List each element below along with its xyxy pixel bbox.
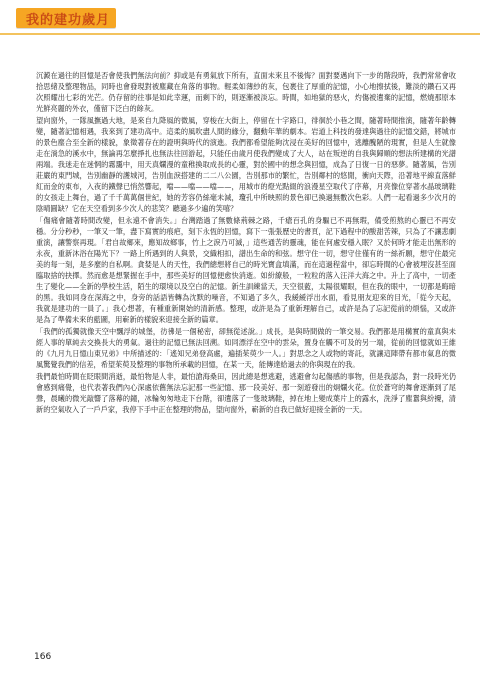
paragraph-5: 我們最怕時間在眨眼間消逝，最怕物是人非，最怕滄海桑田，因此總是想逃避，逃避會勾起傷感的事物，但是我認為，對一段時光仍會感到痛覺，也代表著我們內心深處依舊無法忘記那一些記憶、那一段美好、那一刻遊發出的炯爛火花。位於蒼穹的舞會逐漸到了尾聲，晨曦的微光敲響了落幕的鐘，冰輪匆匆地走下台階，卻遺落了一隻玻璃鞋，掉在地上變成葉片上的露水，洗淨了塵囂與紛擾，清新的空氣收入了一戶戶家，我停下手中正在整理的物品，望向窗外，嶄新的自我已做好迎接全新的一天。 [36, 372, 456, 414]
paragraph-1: 沉澱在過往的回憶是否會使我們無法向前？抑或是有勇氣放下所有，直面未來且不後悔？面對要邁向下一步的階段時，我們常常會收拾思緒及整理物品，同時也會發現對被塵藏在角落的事物。輕柔如薄紗的灰，包裹住了厚重的記憶，小心地擦拭後，難淡的鑽石又再次照耀出七彩的光芒。仍存留的往事是如此幸運，而剩下的，則逐漸被淡忘。時間，如地獄的惡火，灼傷被遺棄的記憶，燃燒那原本光鮮亮麗的外衣，僅留下泛白的餘灰。 [36, 71, 456, 113]
paragraph-4: 「我們的孤獨就像天空中飄浮的城堡，彷彿是一個秘密，卻無從述說。」成長，是與時間做的一筆交易。我們都是用構實的童真與未經人事的單純去交換長大的勇氣。過往的記憶已無法回溯。如同漂浮在空中的雲朵，置身在觸不可及的另一端，從前的回憶就如王維的《九月九日憶山東兄弟》中所描述的：「遙知兄弟登高處，遍插茱萸少一人。」對思念之人或物的寄託，就讓這陣帶有都市氣息的微風驚覺我們的信差，希望茱萸及整理的事物所承載的回憶，在某一天，能傳達給過去的你與現在的我。 [36, 327, 456, 369]
paragraph-3: 「傷痛會隨著時間改變，但永遠不會消失。」台灣踏過了無數條荊棘之路，千瘡百孔的身驅已不再無瑕，備受煎熬的心靈已不再安穩。分分秒秒，一筆又一筆，盡下寫實的痕疤，刻下永恆的回憶，寫下一張張歷史的書頁，記下過程中的酸甜苦辣，只為了不讓悲劇重演，讓警察再現。「君自故鄉來，應知故鄉事，竹上之淚乃可滅，」這些通苦的靈魂，能在何處安穩入眠？又於何時才能走出無形的永夜，重新沐浴在陽光下？一路上所遇到的人與景，交織相扣，譜出生命的和弦。想守住一切，想守住僅有的一絲祈願，想守住最完美的每一刻，是多麼的自私啊。貪婪是人的天性，我們總想將自己的時光寶盒填滿，而在這過程當中，卻忘時間的心會被埋沒甚至面臨取捨的抉擇。然而愈是想緊握在手中，那些美好的回憶便愈快消逝。如紛繚般，一粒粒的落入汪洋大海之中。升上了高中，一切產生了變化——全新的學校生活，陌生的環境以及空白的記憶。新生訓練當天，天空很藍，太陽很耀眼，但在我的眼中，一切都是晦暗的黑。我如同身在深海之中，身旁的話語皆轉為沈默的噪音，不知過了多久，我緩緩浮出水面，看見朋友迎來的目光，「從今天起，我就是建功的一員了。」我心想著，有種重新開始的清新感。整理，或許是為了重新理解自己，或許是為了忘記從前的煩惱，又或許是為了準備未來的藍圖，用嶄新的樣貌來迎接全新的篇章。 [36, 216, 456, 324]
header-rule [0, 33, 480, 35]
article-body [36, 70, 456, 630]
section-title-tab [16, 8, 116, 28]
section-title: 我的建功歲月 [26, 13, 111, 28]
paragraph-2: 望向窗外，一隊風撫過大地，是來自九降風的微風，穿梭在大街上，停留在十字路口，徘徊於小巷之間，隨著時間推演，隨著年齡轉變，隨著記憶相遇，我來到了建功高中。這柔的風吹盡人間的緣分，翻動年華的劇本。岩道上科技的發達與過往的記憶交錯，將城市的景色塵合至全新的樣貌，象徵著存在的證明與時代的演進。我們都希望能夠沈浸在美好的回憶中，逃離醜陋的現實，但是人生就像走在淌急的溪水中，無論再怎麼掙扎也無法往回游起，只能任由歲月使我們變成了大人，站在叛逆的自我與歸順的想法所建構的光譜兩端。我迷走在迷惘的霧靄中，用天真爛漫的童稚換取成長的心靈，對於國中的想念與回憶，成為了日復一日的惡夢。隨著風，告別莊嚴的東門城，告別幽靜的護城河，告別血淚搭建的二二八公園，告別那市的繁忙，告別鄰村的悠閒，衝向天際，沿著地平線直落鮮紅而金的東布，入夜的鐵聲已悄然響起，噹——噹——噹——，用城市的燈光點綴的浪漫星空取代了序幕，月亮像位穿著水晶玻璃鞋的女孩走上舞台，過了千千萬萬個世紀，她的芳容仍絲毫未減，瓊孔中所映照的景色卻已換過無數次色彩。人們一起看過多少次月的陰晴圓缺？它在天空看到多少次人的悲笑？聽過多少遍的笑嘻？ [36, 116, 456, 213]
page-number: 166 [34, 652, 52, 662]
